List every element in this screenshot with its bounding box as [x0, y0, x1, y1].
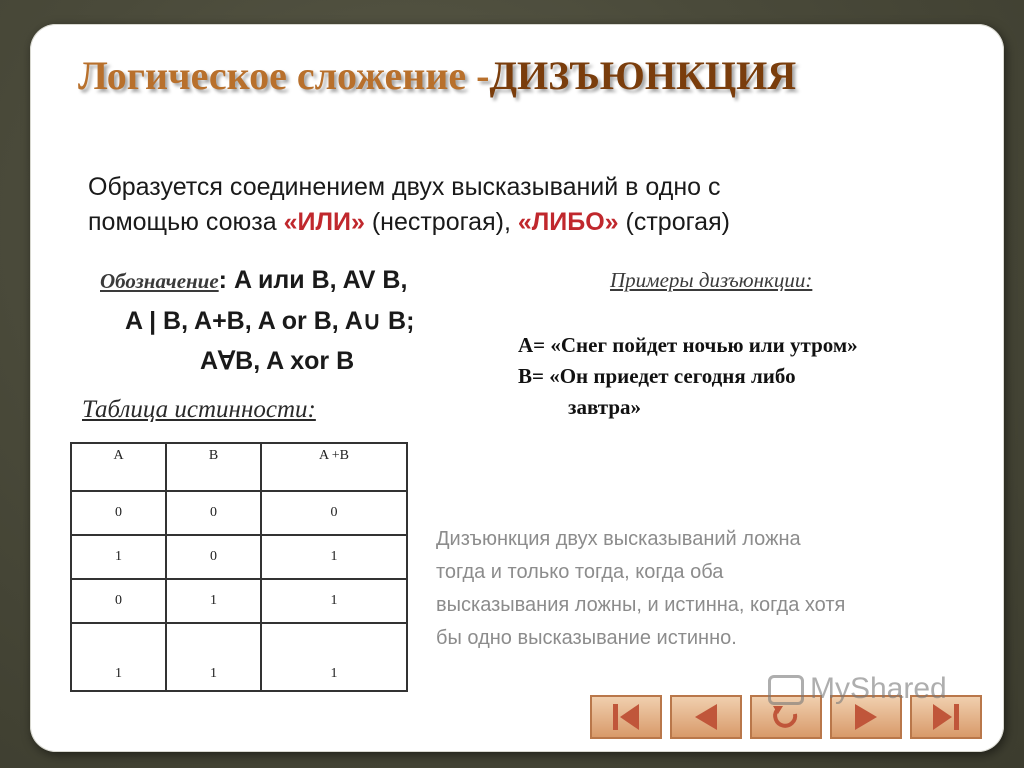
header-a-plus-b: A +B [261, 443, 407, 491]
cell-result: 1 [261, 623, 407, 691]
cell-result: 0 [261, 491, 407, 535]
cell-a: 0 [71, 579, 166, 623]
or-word: «ИЛИ» [283, 208, 365, 236]
previous-slide-icon [689, 702, 723, 732]
example-b-line2: завтра» [568, 395, 642, 419]
truth-table [70, 442, 408, 692]
notation-line1: : A или B, AV B, [218, 266, 408, 294]
definition-line1: Образуется соединением двух высказываний в одно с [88, 173, 721, 201]
cell-b: 0 [166, 491, 261, 535]
notation-block [100, 260, 540, 381]
table-row [71, 623, 407, 691]
header-b: B [166, 443, 261, 491]
first-slide-icon [609, 702, 643, 732]
explanation-line2: тогда и только тогда, когда оба [436, 561, 724, 583]
notation-label: Обозначение [100, 269, 219, 293]
last-slide-icon [929, 702, 963, 732]
definition-mid: (нестрогая), [364, 208, 518, 236]
cell-result: 1 [261, 535, 407, 579]
title-strong: ДИЗЪЮНКЦИЯ [489, 53, 797, 98]
explanation-line4: бы одно высказывание истинно. [436, 627, 737, 649]
example-a: A= «Снег пойдет ночью или утром» [518, 333, 858, 357]
cell-a: 1 [71, 535, 166, 579]
next-slide-icon [849, 702, 883, 732]
example-b-line1: B= «Он приедет сегодня либо [518, 364, 796, 388]
truth-table-header-row [71, 443, 407, 491]
explanation-text [436, 523, 966, 655]
examples-block [518, 330, 978, 423]
cell-a: 0 [71, 491, 166, 535]
first-slide-button[interactable] [590, 695, 662, 739]
definition-post: (строгая) [618, 208, 730, 236]
return-icon [769, 702, 803, 732]
definition-text [88, 170, 908, 240]
watermark-text: MyShared [810, 672, 947, 705]
definition-line2-pre: помощью союза [88, 208, 284, 236]
either-word: «ЛИБО» [517, 208, 619, 236]
header-a: A [71, 443, 166, 491]
table-row [71, 579, 407, 623]
title-plain: Логическое сложение - [78, 53, 490, 98]
cell-a: 1 [71, 623, 166, 691]
notation-line2: A | B, A+B, A or B, A∪ B; [125, 307, 415, 335]
table-row [71, 491, 407, 535]
table-row [71, 535, 407, 579]
watermark [768, 672, 947, 706]
cell-b: 0 [166, 535, 261, 579]
previous-slide-button[interactable] [670, 695, 742, 739]
cell-b: 1 [166, 579, 261, 623]
notation-line3: A∀B, A xor B [200, 347, 355, 375]
myshared-logo-icon [768, 675, 804, 705]
slide-title [78, 52, 978, 99]
cell-b: 1 [166, 623, 261, 691]
cell-result: 1 [261, 579, 407, 623]
explanation-line3: высказывания ложны, и истинна, когда хотя [436, 594, 846, 616]
truth-table-heading: Таблица истинности: [82, 396, 316, 423]
examples-heading: Примеры дизъюнкции: [610, 268, 813, 292]
explanation-line1: Дизъюнкция двух высказываний ложна [436, 528, 801, 550]
